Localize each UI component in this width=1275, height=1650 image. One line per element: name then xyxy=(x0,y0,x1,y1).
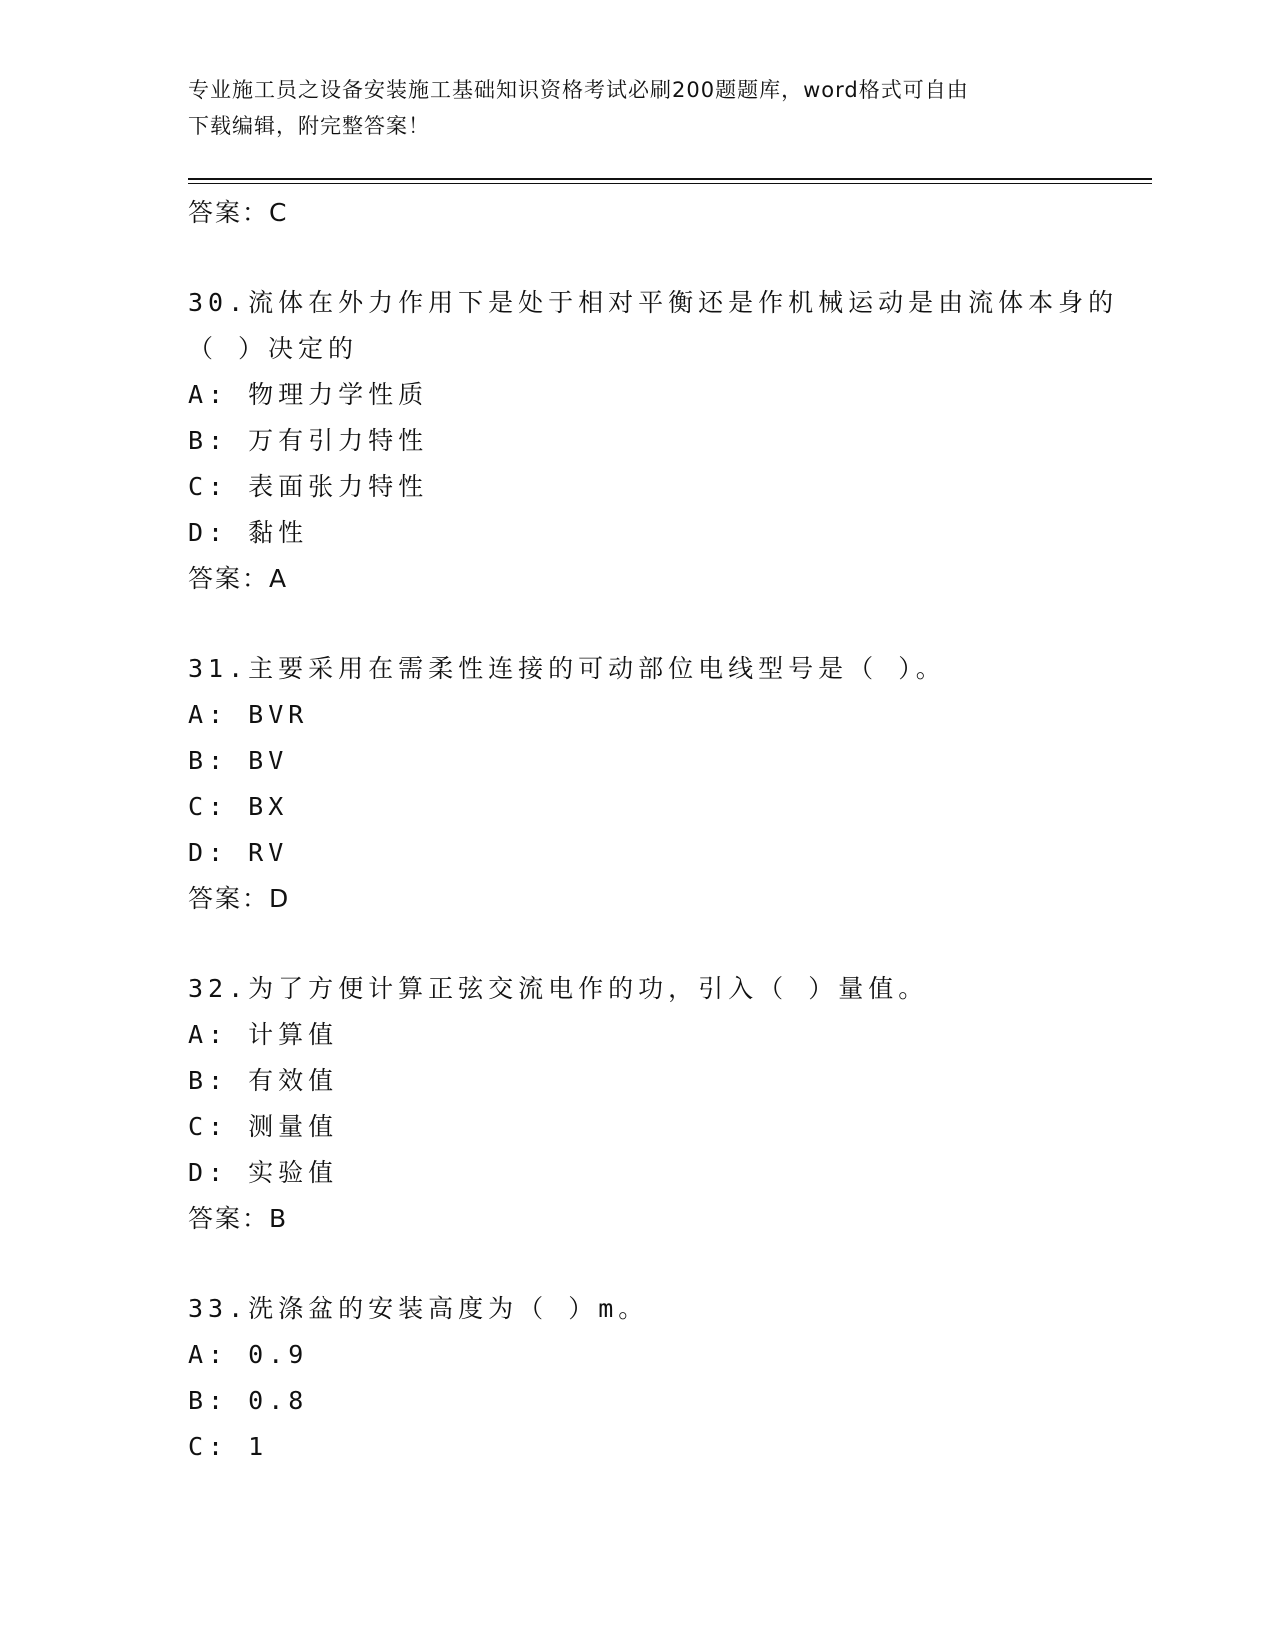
option-d: D: 实验值 xyxy=(188,1158,339,1187)
spacer xyxy=(188,602,1152,646)
option-c: C: BX xyxy=(188,792,289,821)
question-item xyxy=(188,1286,1152,1470)
question-stem: 33.洗涤盆的安装高度为（ ）m。 xyxy=(188,1294,649,1323)
header-divider-thin xyxy=(188,183,1152,184)
header-divider-thick xyxy=(188,178,1152,180)
option-c: C: 测量值 xyxy=(188,1112,339,1141)
option-b: B: 万有引力特性 xyxy=(188,426,429,455)
question-item xyxy=(188,280,1152,602)
question-stem-continued: （ ）决定的 xyxy=(188,334,359,363)
option-d: D: RV xyxy=(188,838,289,867)
spacer xyxy=(188,1242,1152,1286)
option-a: A: 0.9 xyxy=(188,1340,309,1369)
option-a: A: 物理力学性质 xyxy=(188,380,429,409)
question-list xyxy=(188,190,1152,1470)
option-a: A: 计算值 xyxy=(188,1020,339,1049)
option-b: B: BV xyxy=(188,746,289,775)
question-stem: 31.主要采用在需柔性连接的可动部位电线型号是（ ）。 xyxy=(188,654,946,683)
option-b: B: 0.8 xyxy=(188,1386,309,1415)
option-c: C: 1 xyxy=(188,1432,269,1461)
answer: 答案：D xyxy=(188,884,291,913)
option-a: A: BVR xyxy=(188,700,309,729)
document-header xyxy=(188,72,1068,144)
spacer xyxy=(188,236,1152,280)
question-item xyxy=(188,966,1152,1242)
spacer xyxy=(188,922,1152,966)
option-c: C: 表面张力特性 xyxy=(188,472,429,501)
answer: 答案：B xyxy=(188,1204,289,1233)
header-title-line-1: 专业施工员之设备安装施工基础知识资格考试必刷200题题库，word格式可自由 xyxy=(188,78,969,102)
question-stem: 32.为了方便计算正弦交流电作的功，引入（ ）量值。 xyxy=(188,974,929,1003)
header-title-line-2: 下载编辑，附完整答案！ xyxy=(188,114,430,138)
previous-answer: 答案：C xyxy=(188,198,289,227)
question-item xyxy=(188,646,1152,922)
option-d: D: 黏性 xyxy=(188,518,309,547)
option-b: B: 有效值 xyxy=(188,1066,339,1095)
answer: 答案：A xyxy=(188,564,289,593)
question-stem: 30.流体在外力作用下是处于相对平衡还是作机械运动是由流体本身的 xyxy=(188,288,1119,317)
